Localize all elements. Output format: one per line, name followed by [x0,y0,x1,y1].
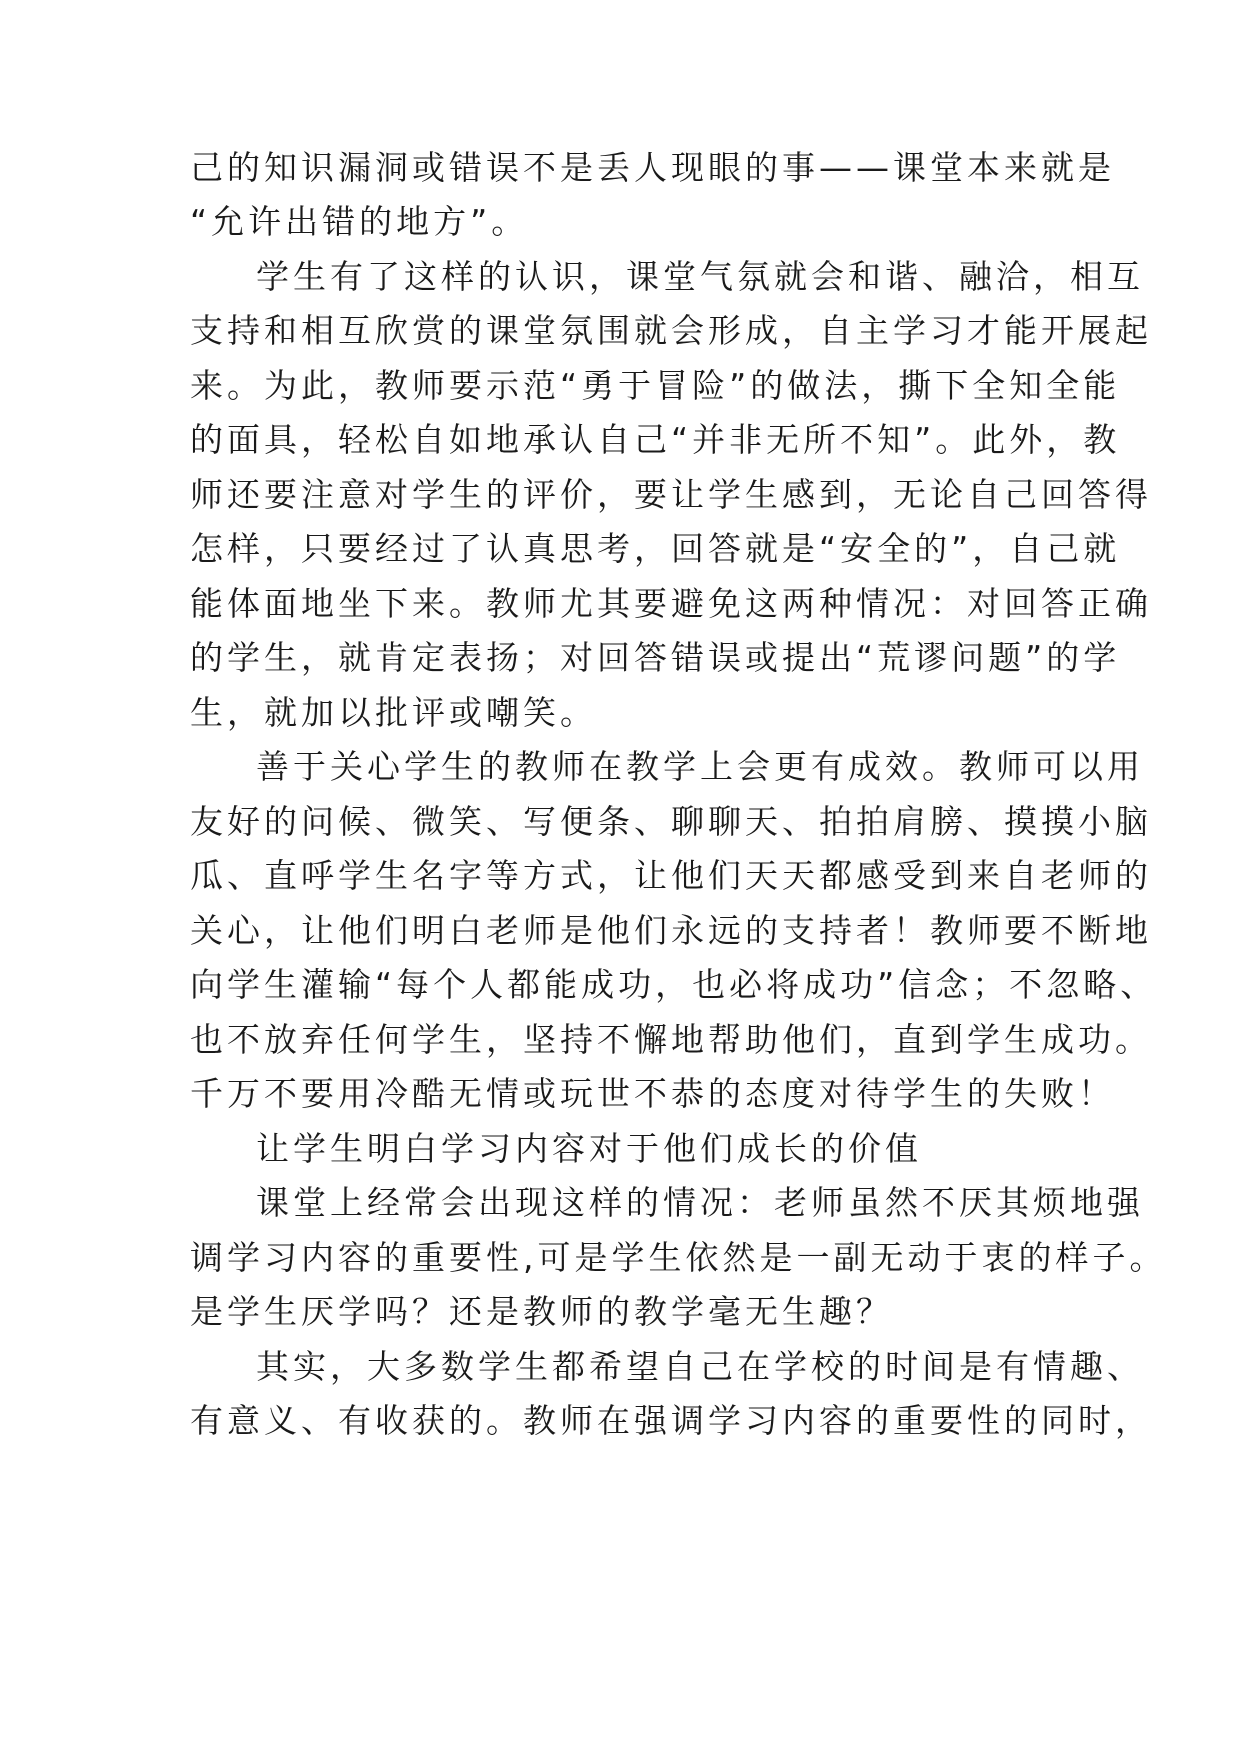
text-line: 也不放弃任何学生，坚持不懈地帮助他们，直到学生成功。 [190,1020,1152,1059]
text-line: 怎样，只要经过了认真思考，回答就是“安全的”，自己就 [190,529,1121,568]
text-line: 瓜、直呼学生名字等方式，让他们天天都感受到来自老师的 [190,856,1152,895]
text-line: “允许出错的地方”。 [190,202,529,241]
text-line: 的面具，轻松自如地承认自己“并非无所不知”。此外，教 [190,420,1121,459]
text-line: 是学生厌学吗？还是教师的教学毫无生趣？ [190,1292,893,1331]
text-line: 有意义、有收获的。教师在强调学习内容的重要性的同时， [190,1401,1152,1440]
text-line: 友好的问候、微笑、写便条、聊聊天、拍拍肩膀、摸摸小脑 [190,802,1152,841]
text-line: 来。为此，教师要示范“勇于冒险”的做法，撕下全知全能 [190,366,1121,405]
text-line: 关心，让他们明白老师是他们永远的支持者！教师要不断地 [190,911,1152,950]
paragraph-start-line: 课堂上经常会出现这样的情况：老师虽然不厌其烦地强 [256,1183,1144,1222]
text-line: 的学生，就肯定表扬；对回答错误或提出“荒谬问题”的学 [190,638,1121,677]
text-line: 支持和相互欣赏的课堂氛围就会形成，自主学习才能开展起 [190,311,1152,350]
text-line: 己的知识漏洞或错误不是丢人现眼的事——课堂本来就是 [190,148,1115,187]
section-heading: 让学生明白学习内容对于他们成长的价值 [256,1129,922,1168]
text-line: 调学习内容的重要性,可是学生依然是一副无动于衷的样子。 [190,1238,1167,1277]
paragraph-start-line: 其实，大多数学生都希望自己在学校的时间是有情趣、 [256,1347,1144,1386]
text-line: 向学生灌输“每个人都能成功，也必将成功”信念；不忽略、 [190,965,1158,1004]
text-line: 千万不要用冷酷无情或玩世不恭的态度对待学生的失败！ [190,1074,1115,1113]
text-line: 生，就加以批评或嘲笑。 [190,693,597,732]
text-line: 能体面地坐下来。教师尤其要避免这两种情况：对回答正确 [190,584,1152,623]
text-line: 师还要注意对学生的评价，要让学生感到，无论自己回答得 [190,475,1152,514]
paragraph-start-line: 学生有了这样的认识，课堂气氛就会和谐、融洽，相互 [256,257,1144,296]
paragraph-start-line: 善于关心学生的教师在教学上会更有成效。教师可以用 [256,747,1144,786]
